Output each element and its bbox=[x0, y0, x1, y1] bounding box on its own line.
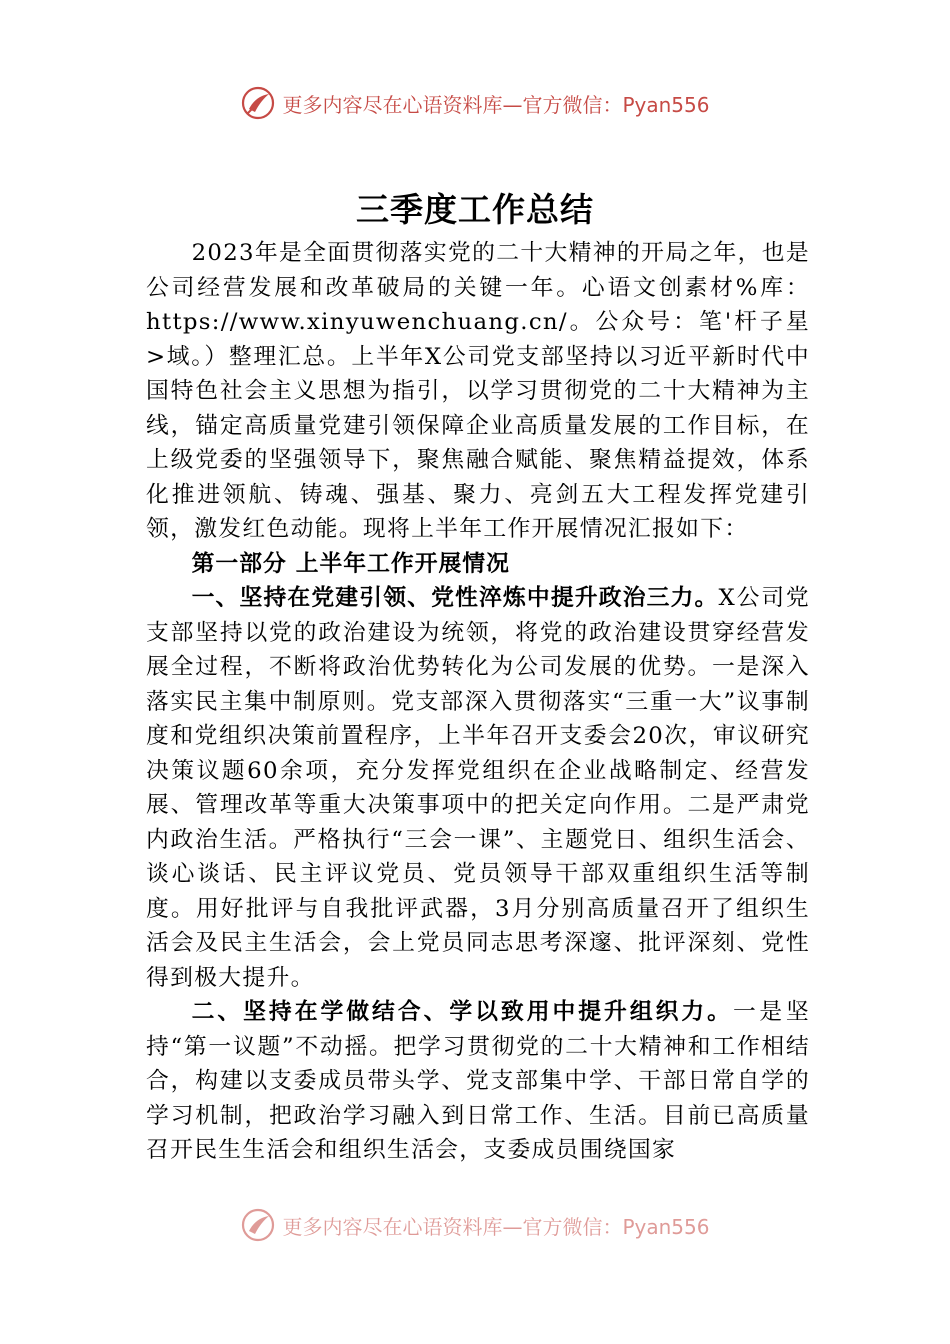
watermark-text: 更多内容尽在心语资料库—官方微信：Pyan556 bbox=[282, 92, 710, 117]
body-paragraph bbox=[146, 995, 810, 1168]
brush-logo-icon bbox=[240, 1207, 276, 1243]
brush-logo-icon bbox=[240, 85, 276, 121]
section-heading: 第一部分 上半年工作开展情况 bbox=[191, 550, 510, 577]
watermark-header bbox=[0, 82, 950, 124]
intro-paragraph: 2023年是全面贯彻落实党的二十大精神的开局之年，也是公司经营发展和改革破局的关键一年。心语文创素材%库：https://www.xinyuwenchuang.cn/。公众号：笔'杆子星>域。）整理汇总。上半年X公司党支部坚持以习近平新时代中国特色社会主义思想为指引，以学习贯彻党的二十大精神为主线，锚定高质量党建引领保障企业高质量发展的工作目标，在上级党委的坚强领导下，聚焦融合赋能、聚焦精益提效，体系化推进领航、铸魂、强基、聚力、亮剑五大工程发挥党建引领，激发红色动能。现将上半年工作开展情况汇报如下： bbox=[146, 240, 810, 542]
watermark-text: 更多内容尽在心语资料库—官方微信：Pyan556 bbox=[282, 1214, 710, 1239]
document-body bbox=[146, 236, 810, 1210]
paragraph-text: 一是坚持“第一议题”不动摇。把学习贯彻党的二十大精神和工作相结合，构建以支委成员带头学、党支部集中学、干部日常自学的学习机制，把政治学习融入到日常工作、生活。目前已高质量召开民生生活会和组织生活会，支委成员围绕国家 bbox=[146, 999, 810, 1163]
body-paragraph bbox=[146, 581, 810, 995]
document-title: 三季度工作总结 bbox=[356, 190, 594, 229]
watermark-footer bbox=[0, 1204, 950, 1246]
paragraph-lead: 一、坚持在党建引领、党性淬炼中提升政治三力。 bbox=[191, 585, 719, 611]
paragraph-text: X公司党支部坚持以党的政治建设为统领，将党的政治建设贯穿经营发展全过程，不断将政治优势转化为公司发展的优势。一是深入落实民主集中制原则。党支部深入贯彻落实“三重一大”议事制度和党组织决策前置程序，上半年召开支委会20次，审议研究决策议题60余项，充分发挥党组织在企业战略制定、经营发展、管理改革等重大决策事项中的把关定向作用。二是严肃党内政治生活。严格执行“三会一课”、主题党日、组织生活会、谈心谈话、民主评议党员、党员领导干部双重组织生活等制度。用好批评与自我批评武器，3月分别高质量召开了组织生活会及民主生活会，会上党员同志思考深邃、批评深刻、党性得到极大提升。 bbox=[146, 585, 810, 991]
paragraph-lead: 二、坚持在学做结合、学以致用中提升组织力。 bbox=[191, 999, 733, 1025]
